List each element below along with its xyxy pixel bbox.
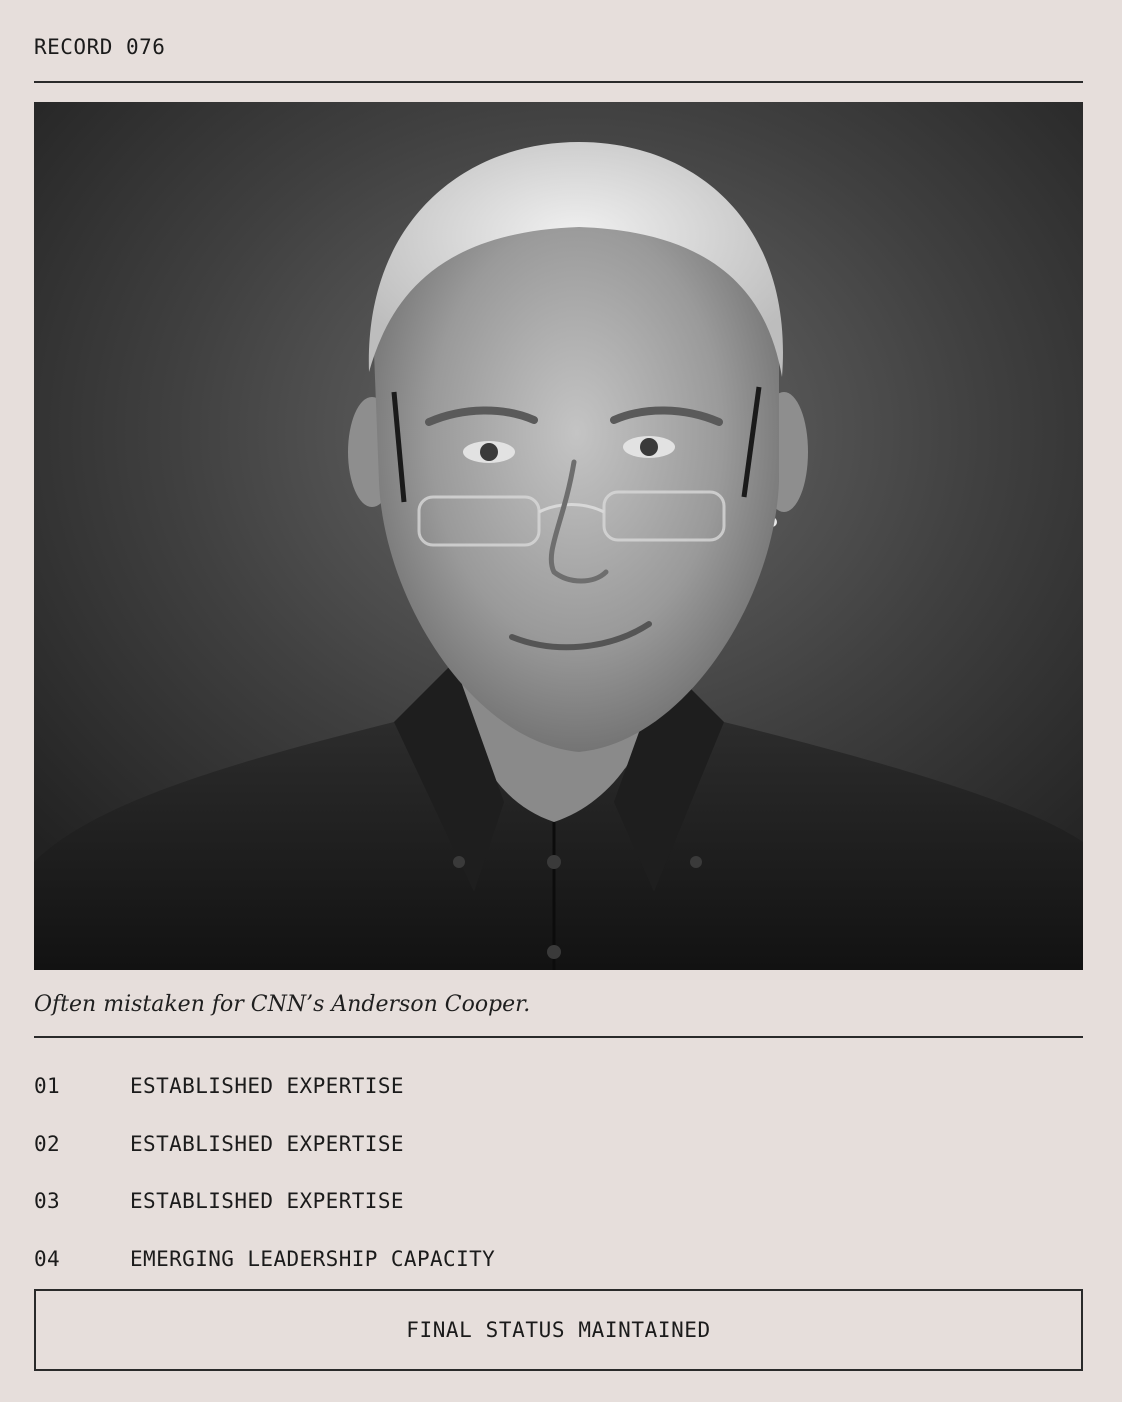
- list-item: [34, 1186, 495, 1244]
- final-status-box: [34, 1289, 1083, 1371]
- portrait-photo: [34, 102, 1083, 970]
- top-divider: [34, 81, 1083, 83]
- portrait-illustration: [34, 102, 1083, 970]
- list-item-label: ESTABLISHED EXPERTISE: [130, 1074, 404, 1098]
- list-item-number: 03: [34, 1189, 61, 1213]
- photo-caption: Often mistaken for CNN’s Anderson Cooper.: [34, 992, 531, 1017]
- list-item: [34, 1129, 495, 1187]
- record-label: RECORD 076: [34, 35, 166, 59]
- list-item-label: ESTABLISHED EXPERTISE: [130, 1131, 404, 1156]
- list-item-number: 04: [34, 1246, 61, 1271]
- list-item: [34, 1071, 495, 1129]
- final-status-label: FINAL STATUS MAINTAINED: [406, 1318, 711, 1342]
- list-item-number: 02: [34, 1131, 61, 1156]
- list-item-label: ESTABLISHED EXPERTISE: [130, 1189, 404, 1213]
- list-item-label: EMERGING LEADERSHIP CAPACITY: [130, 1246, 496, 1271]
- caption-divider: [34, 1036, 1083, 1038]
- list-item-number: 01: [34, 1074, 61, 1098]
- record-list: [34, 1071, 495, 1301]
